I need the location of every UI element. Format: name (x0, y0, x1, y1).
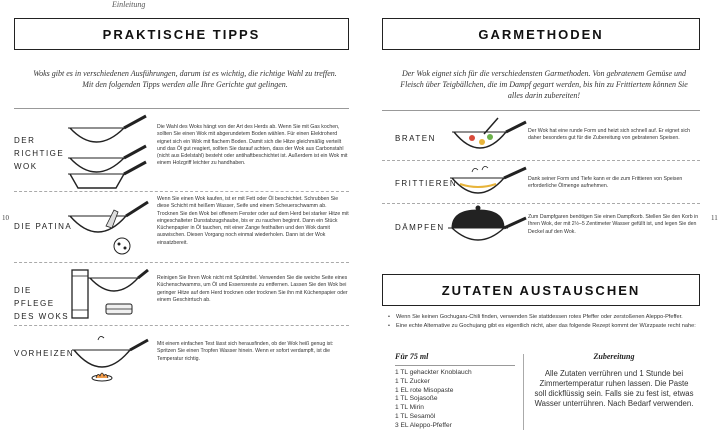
right-intro: Der Wok eignet sich für die verschiedensten Garmethoden. Von gebratenem Gemüse und Fleisch über Teigbällchen, die im Dampf gegart werden, bis hin zu Frittiertem können Sie alles darin zubereiten! (400, 69, 688, 100)
method-text-daempfen: Zum Dampfgaren benötigen Sie einen Dampfkorb. Stellen Sie den Korb in Ihren Wok, der mit 2½–5 Zentimeter Wasser gefüllt ist, und legen Sie den Deckel auf den Wok. (528, 214, 699, 235)
page-number-left: 10 (2, 214, 9, 222)
left-page-title: PRAKTISCHE TIPPS (102, 26, 261, 42)
bullet-text: Wenn Sie keinen Gochugaru-Chili finden, verwenden Sie stattdessen rotes Pfeffer oder zerstoßenen Aleppo-Pfeffer. (396, 314, 683, 320)
tip-text-richtiger-wok: Die Wahl des Woks hängt von der Art des Herds ab. Wenn Sie mit Gas kochen, sollten Sie einen Wok mit abgerundetem Boden wählen. Für einen Elektroherd eignet sich ein Wok mit flachem Boden. Damit sich die Hitze gleichmäßig verteilt und das Öl gut reagiert, sollten Sie darauf achten, dass der Wok aus Carbonstahl (nicht aus Edelstahl) besteht oder antihaftbeschichtet ist. Außerdem ist ein Wok mit einem Holzgriff leichter zu handhaben. (157, 124, 348, 167)
ingredient-item: 1 TL Mirin (395, 404, 424, 412)
tip-label-richtiger-wok: DER RICHTIGE WOK (14, 136, 65, 171)
list-item: • Eine echte Alternative zu Gochujang gibt es eigentlich nicht, aber das folgende Rezept kommt der Würzpaste recht nahe: (388, 322, 696, 329)
preheat-wok-illustration (70, 328, 150, 386)
patina-wok-illustration (68, 196, 154, 260)
wok-types-illustration (62, 112, 152, 192)
divider (14, 325, 349, 326)
divider (382, 110, 700, 111)
prep-heading: Zubereitung (593, 352, 635, 361)
method-label-frittieren: FRITTIEREN (395, 179, 458, 188)
swap-title: ZUTATEN AUSTAUSCHEN (441, 282, 641, 298)
ingredients-list (395, 369, 515, 431)
tip-label-pflege: DIE PFLEGE DES WOKS (14, 286, 70, 321)
tip-text-vorheizen: Mit einem einfachen Test lässt sich herausfinden, ob der Wok heiß genug ist: Spritzen Sie einen Tropfen Wasser hinein. Wenn er sofort verdampft, ist die Temperatur richtig. (157, 341, 334, 362)
column-divider (523, 354, 524, 430)
method-text-frittieren: Dank seiner Form und Tiefe kann er die zum Frittieren von Speisen erforderliche Ölmenge aufnehmen. (528, 176, 683, 190)
ingredient-item: 1 TL Sojasoße (395, 395, 438, 403)
ingredient-item: 1 TL gehackter Knoblauch (395, 369, 472, 376)
page-number-right: 11 (711, 214, 718, 222)
divider (382, 160, 700, 161)
tip-label-vorheizen: VORHEIZEN (14, 349, 75, 358)
method-text-braten: Der Wok hat eine runde Form und heizt sich schnell auf. Er eignet sich daher besonders gut für die Zubereitung von gebratenen Speisen. (528, 128, 690, 142)
tip-label-patina: DIE PATINA (14, 222, 73, 231)
ingredient-item: 1 EL rote Misopaste (395, 386, 454, 394)
ingredients-heading: Für 75 ml (395, 352, 429, 361)
cleaning-illustration (70, 266, 150, 322)
steam-wok-illustration (448, 204, 528, 250)
tip-text-pflege: Reinigen Sie Ihren Wok nicht mit Spülmittel. Verwenden Sie die weiche Seite eines Küchenschwamms, um Öl und Essensreste zu entfernen. Lassen Sie den Wok bei geringer Hitze auf dem Herd trocknen oder trocknen Sie ihn mit Küchenpapier oder einem Geschirrtuch ab. (157, 275, 348, 303)
tip-text-patina: Wenn Sie einen Wok kaufen, ist er mit Fett oder Öl beschichtet. Schrubben Sie diese Schicht mit heißem Wasser, Seife und einem Scheuerschwamm ab. Trocknen Sie den Wok bei offenem Fenster oder auf dem Herd bei starker Hitze mit eingeschalteter Dunstabzugshaube, bis er zu rauchen beginnt. Dann ein Stück Küchenpapier in Öl tauchen, mit einer Zange festhalten und den Wok damit auswischen. Diesen Vorgang noch einmal wiederholen. Dann ist der Wok einsatzbereit. (157, 196, 349, 246)
method-label-daempfen: DÄMPFEN (395, 223, 445, 232)
divider (14, 191, 349, 192)
right-title-box (382, 18, 700, 50)
method-label-braten: BRATEN (395, 134, 436, 143)
divider (382, 203, 700, 204)
ingredient-item: 1 TL Zucker (395, 377, 430, 385)
left-intro: Woks gibt es in verschiedenen Ausführungen, darum ist es wichtig, die richtige Wahl zu treffen. Mit den folgenden Tipps werden alle Ihre Gerichte gut gelingen. (33, 69, 337, 89)
left-title-box (14, 18, 349, 50)
bullet-text: Eine echte Alternative zu Gochujang gibt es eigentlich nicht, aber das folgende Rezept kommt der Würzpaste recht nahe: (396, 322, 696, 329)
ingredient-item: 3 EL Aleppo-Pfeffer (395, 421, 452, 429)
deep-fry-wok-illustration (450, 162, 528, 202)
right-page-title: GARMETHODEN (478, 26, 604, 42)
divider (395, 365, 515, 366)
prep-text: Alle Zutaten verrühren und 1 Stunde bei Zimmertemperatur ruhen lassen. Die Paste soll dickflüssig sein. Falls sie zu fest ist, etwas Wasser unterrühren. Nach Bedarf verwenden. (534, 369, 694, 408)
divider (14, 108, 349, 109)
swap-bullet-list (388, 313, 700, 330)
ingredient-item: 1 TL Sesamöl (395, 412, 436, 420)
stir-fry-wok-illustration (452, 118, 528, 160)
list-item: • Wenn Sie keinen Gochugaru-Chili finden, verwenden Sie stattdessen rotes Pfeffer oder zerstoßenen Aleppo-Pfeffer. (388, 314, 683, 320)
divider (14, 262, 349, 263)
section-label: Einleitung (112, 0, 146, 9)
swap-title-box (382, 274, 700, 306)
